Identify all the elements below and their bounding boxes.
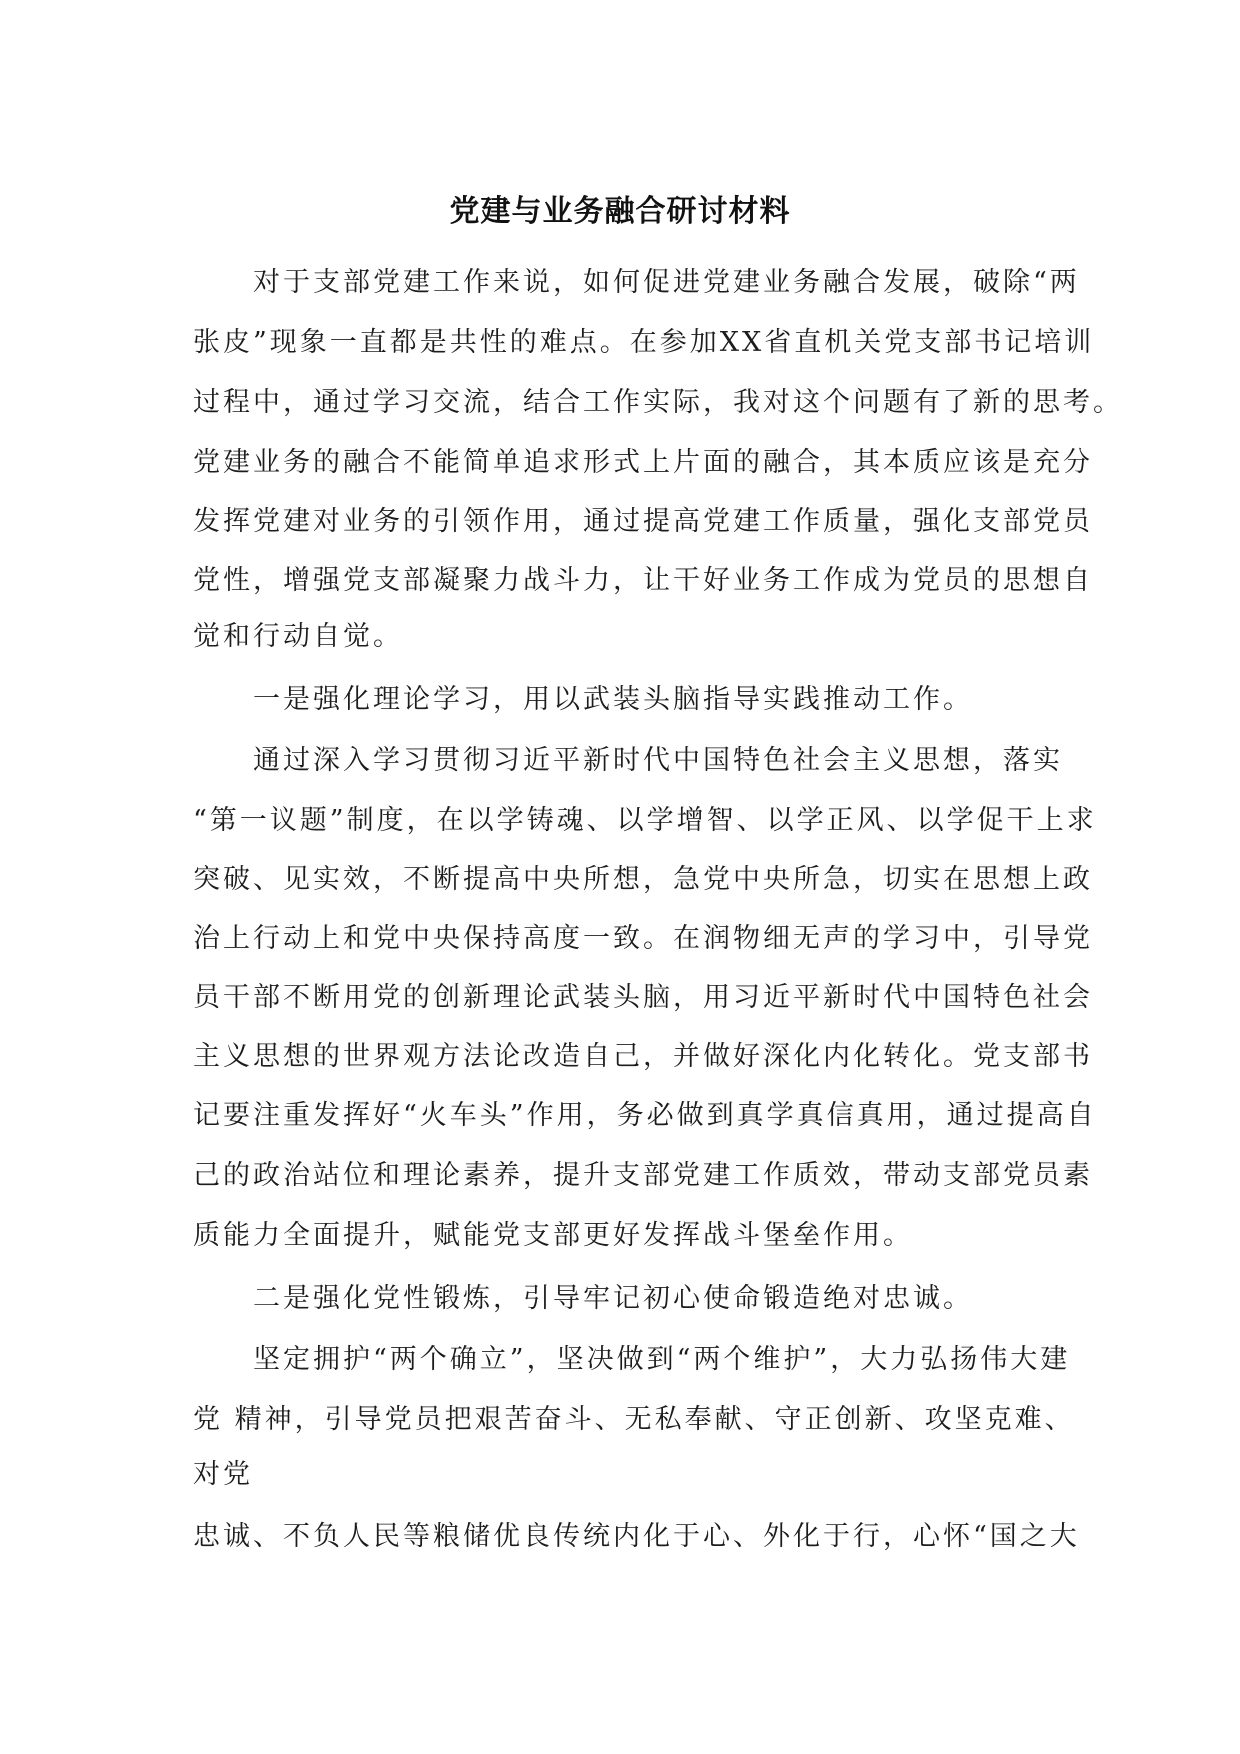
body-line: 忠诚、不负人民等粮储优良传统内化于心、外化于行，心怀“国之大 xyxy=(193,1521,1080,1552)
body-line: 张皮”现象一直都是共性的难点。在参加XX省直机关党支部书记培训 xyxy=(193,327,1095,358)
body-line: 员干部不断用党的创新理论武装头脑，用习近平新时代中国特色社会 xyxy=(193,982,1093,1013)
body-line: 党建业务的融合不能简单追求形式上片面的融合，其本质应该是充分 xyxy=(193,447,1093,478)
document-title: 党建与业务融合研讨材料 xyxy=(449,194,791,229)
body-line: 党性，增强党支部凝聚力战斗力，让干好业务工作成为党员的思想自 xyxy=(193,565,1093,596)
body-line: 治上行动上和党中央保持高度一致。在润物细无声的学习中，引导党 xyxy=(193,923,1093,954)
body-line: 质能力全面提升，赋能党支部更好发挥战斗堡垒作用。 xyxy=(193,1220,913,1251)
body-line: 己的政治站位和理论素养，提升支部党建工作质效，带动支部党员素 xyxy=(193,1160,1093,1191)
body-line: 记要注重发挥好“火车头”作用，务必做到真学真信真用，通过提高自 xyxy=(193,1100,1097,1131)
body-line: 坚定拥护“两个确立”，坚决做到“两个维护”，大力弘扬伟大建 xyxy=(193,1344,1071,1375)
body-line: 通过深入学习贯彻习近平新时代中国特色社会主义思想，落实 xyxy=(193,745,1063,776)
section-heading-2: 二是强化党性锻炼，引导牢记初心使命锻造绝对忠诚。 xyxy=(193,1283,973,1314)
body-line: 对党 xyxy=(193,1459,253,1490)
body-line: 党 精神，引导党员把艰苦奋斗、无私奉献、守正创新、攻坚克难、 xyxy=(193,1404,1075,1435)
section-heading-1: 一是强化理论学习，用以武装头脑指导实践推动工作。 xyxy=(193,684,973,715)
body-line: 突破、见实效，不断提高中央所想，急党中央所急，切实在思想上政 xyxy=(193,864,1093,895)
body-line: 觉和行动自觉。 xyxy=(193,621,403,652)
body-line: 对于支部党建工作来说，如何促进党建业务融合发展，破除“两 xyxy=(193,267,1080,298)
body-line: 主义思想的世界观方法论改造自己，并做好深化内化转化。党支部书 xyxy=(193,1041,1093,1072)
body-line: “第一议题”制度，在以学铸魂、以学增智、以学正风、以学促干上求 xyxy=(193,805,1097,836)
body-line: 过程中，通过学习交流，结合工作实际，我对这个问题有了新的思考。 xyxy=(193,387,1123,418)
body-line: 发挥党建对业务的引领作用，通过提高党建工作质量，强化支部党员 xyxy=(193,506,1093,537)
